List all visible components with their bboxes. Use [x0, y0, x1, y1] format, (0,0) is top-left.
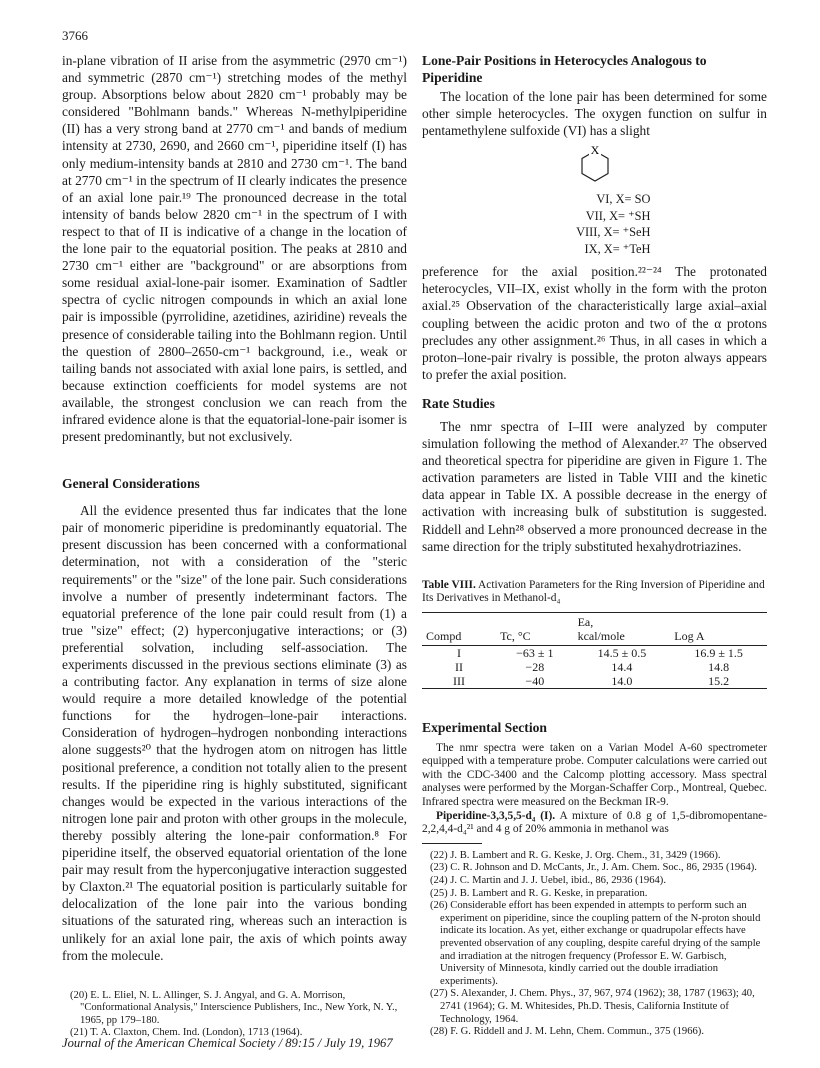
experimental-paragraph-1: The nmr spectra were taken on a Varian Model A-60 spectrometer equipped with a temperature probe. Computer calculations were carried out with the CDC-3400 and the Calcomp plotting accessory. Mass spectral analyses were performed by the Morgan-Schaffer Corp., Montreal, Quebec. Infrared spectra were measured on the Beckman IR-9. — [422, 741, 767, 809]
structure-viii: VIII, X= ⁺SeH — [576, 225, 651, 240]
cell-tc: −28 — [525, 659, 545, 674]
cell-ea: 14.4 — [611, 659, 633, 674]
footnote-27: (27) S. Alexander, J. Chem. Phys., 37, 967, 974 (1962); 38, 1787 (1963); 40, 2741 (1964); G. M. Whitesides, Ph.D. Thesis, California Institute of Technology, 1964. — [430, 988, 755, 1025]
footnote-26: (26) Considerable effort has been expended in attempts to perform such an experiment on piperidine, since the coupling pattern of the N-proton should indicate its location. As yet, either exchange or quadrupolar effects have prevented observation of any coupling, despite careful drying of the sample and irradiation at the nitrogen frequency (Professor E. W. Garbisch, University of Minnesota, kindly carried out the double irradiation experiments). — [430, 900, 761, 987]
footnote-22: (22) J. B. Lambert and R. G. Keske, J. Org. Chem., 31, 3429 (1966). — [430, 849, 721, 861]
cell-tc: −40 — [525, 673, 545, 688]
footnote-25: (25) J. B. Lambert and R. G. Keske, in preparation. — [430, 887, 648, 899]
cell-compd: I — [457, 645, 462, 660]
table-caption — [422, 579, 767, 606]
table-row — [422, 645, 767, 660]
col-header-compd: Compd — [422, 612, 496, 645]
cell-loga: 15.2 — [708, 673, 730, 688]
col-header-ea-bottom: kcal/mole — [577, 628, 625, 643]
cell-ea: 14.0 — [611, 673, 633, 688]
structure-vi: VI, X= SO — [596, 192, 651, 207]
col-header-ea-top: Ea, — [577, 614, 594, 629]
structure-list — [561, 191, 651, 257]
page-number: 3766 — [62, 28, 88, 43]
lone-pair-paragraph-2: preference for the axial position.²²⁻²⁴ The protonated heterocycles, VII–IX, exist wholly in the form with the proton axial.²⁵ Observation of the characteristically large axial–axial coupling between the acidic proton and two of the α protons precludes any other assignment.²⁶ Thus, in all cases in which a proton–lone-pair rivalry is possible, the proton always appears to prefer the axial position. — [422, 264, 767, 382]
structure-vii: VII, X= ⁺SH — [585, 208, 651, 223]
right-column — [422, 52, 767, 1039]
col-header-tc: Tc, °C — [496, 612, 574, 645]
footnote-divider — [422, 843, 482, 844]
activation-parameters-table — [422, 612, 767, 689]
lone-pair-paragraph-1: The location of the lone pair has been determined for some other simple heterocycles. The oxygen function on sulfur in pentamethylene sulfoxide (VI) has a slight — [422, 89, 767, 139]
footnote-20: (20) E. L. Eliel, N. L. Allinger, S. J. Angyal, and G. A. Morrison, "Conformational Analysis," Interscience Publishers, Inc., New York, N. Y., 1965, pp 179–180. — [70, 989, 398, 1026]
heterocycle-structure — [422, 143, 767, 257]
six-membered-ring-diagram — [575, 143, 615, 185]
experimental-section-heading: Experimental Section — [422, 719, 547, 735]
experimental-text — [422, 742, 767, 837]
cell-loga: 14.8 — [708, 659, 730, 674]
table-caption-label: Table VIII. — [422, 578, 476, 591]
lone-pair-heading: Lone-Pair Positions in Heterocycles Analogous to Piperidine — [422, 53, 707, 85]
journal-footer: Journal of the American Chemical Society / 89:15 / July 19, 1967 — [62, 1036, 393, 1050]
cell-compd: II — [455, 659, 464, 674]
right-footnotes — [422, 850, 767, 1039]
col-header-loga: Log A — [670, 612, 767, 645]
rate-studies-heading: Rate Studies — [422, 395, 495, 411]
piperidine-d4-title: Piperidine-3,3,5,5-d₄ (I). — [436, 809, 556, 822]
left-footnotes — [62, 990, 407, 1040]
footnote-28: (28) F. G. Riddell and J. M. Lehn, Chem. Commun., 375 (1966). — [430, 1026, 704, 1038]
footnote-23: (23) C. R. Johnson and D. McCants, Jr., J. Am. Chem. Soc., 86, 2935 (1964). — [430, 862, 757, 874]
piperidine-d4-text: A mixture of 0.8 g of 1,5-dibromopentane-2,2,4,4-d₄²¹ and 4 g of 20% ammonia in methanol was — [422, 809, 768, 836]
footnote-24: (24) J. C. Martin and J. J. Uebel, ibid., 86, 2936 (1964). — [430, 875, 666, 887]
cell-ea: 14.5 ± 0.5 — [597, 645, 647, 660]
table-viii — [422, 579, 767, 689]
table-row — [422, 660, 767, 674]
general-considerations-paragraph: All the evidence presented thus far indicates that the lone pair of monomeric piperidine is predominantly equatorial. The present discussion has been concerned with a conformational determination, not with a consideration of the "steric requirements" or the "size" of the lone pair. Such considerations involve a number of presently indeterminant factors. The equatorial preference of the lone pair could result from (1) a true "size" effect; (2) hyperconjugative interactions; or (3) preferential solvation, including self-association. The experiments discussed in the previous sections eliminate (3) as a contributing factor. Any explanation in terms of size alone would require a more detailed knowledge of the potential functions for the hydrogen–lone-pair interactions. Consideration of hydrogen–hydrogen nonbonding interactions alone suggests²⁰ that the hydrogen atom on nitrogen has little positional preference, a condition not totally alien to the present results. If the piperidine ring is highly substituted, significant changes would be expected in the various interactions of the nitrogen lone pair and proton with other groups in the molecule, thereby possibly altering the lone-pair conformation.⁸ For piperidine itself, the observed equatorial orientation of the lone pair may result from the hyperconjugative interaction suggested by Claxton.²¹ The equatorial position is particularly suitable for delocalization of the lone pair into the various bonding situations of the saturated ring, whereas such an interaction is unlikely for an axial lone pair, the axis of which points away from the molecule. — [62, 503, 407, 963]
experimental-paragraph-2 — [422, 810, 767, 837]
ring-heteroatom-label: X — [590, 143, 599, 158]
intro-paragraph: in-plane vibration of II arise from the asymmetric (2970 cm⁻¹) and symmetric (2870 cm⁻¹) stretching modes of the methyl group. Absorptions below about 2820 cm⁻¹ probably may be considered "Bohlmann bands." Whereas N-methylpiperidine (II) has a very strong band at 2770 cm⁻¹ and bands of medium intensity at 2730, 2690, and 2660 cm⁻¹, piperidine itself (I) has only medium-intensity bands at 2810 and 2730 cm⁻¹. The band at 2770 cm⁻¹ in the spectrum of II clearly indicates the presence of an axial lone pair.¹⁹ The pronounced decrease in the total intensity of bands below 2820 cm⁻¹ in the spectrum of I with respect to that of II is indicative of a change in the location of the lone pair to the equatorial position. The peaks at 2810 and 2730 cm⁻¹ either are "background" or are absorptions from some residual axial-lone-pair isomer. Examination of Sadtler spectra of cyclic nitrogen compounds in which an axial lone pair is impossible (pyrrolidine, azetidines, aziridine) reveals the presence of considerable tailing into the Bohlmann region. Until the question of 2800–2650-cm⁻¹ background, i.e., weak or tailing bands not associated with axial lone pairs, is settled, and because extinction coefficients for model systems are not available, the strongest conclusion we can reach from the infrared evidence alone is that the equatorial-lone-pair isomer is present predominantly, but not exclusively. — [62, 53, 407, 445]
col-header-ea — [574, 612, 671, 645]
cell-loga: 16.9 ± 1.5 — [694, 645, 743, 660]
table-row — [422, 674, 767, 689]
cell-compd: III — [453, 673, 466, 688]
footnote-21: (21) T. A. Claxton, Chem. Ind. (London), 1713 (1964). — [70, 1027, 303, 1039]
structure-ix: IX, X= ⁺TeH — [584, 241, 651, 256]
left-column — [62, 52, 407, 1040]
rate-studies-paragraph: The nmr spectra of I–III were analyzed by computer simulation following the method of Alexander.²⁷ The observed and theoretical spectra for piperidine are given in Figure 1. The activation parameters are listed in Table VIII and the kinetic data appear in Table IX. A possible decrease in the energy of activation with increasing bulk of substitution is suggested. Riddell and Lehn²⁸ observed a more pronounced decrease in the same direction for the triply substituted hexahydrotriazines. — [422, 418, 767, 554]
cell-tc: −63 ± 1 — [516, 645, 554, 660]
table-caption-text: Activation Parameters for the Ring Inversion of Piperidine and Its Derivatives in Methanol-d₄ — [422, 578, 765, 605]
general-considerations-heading: General Considerations — [62, 476, 200, 492]
